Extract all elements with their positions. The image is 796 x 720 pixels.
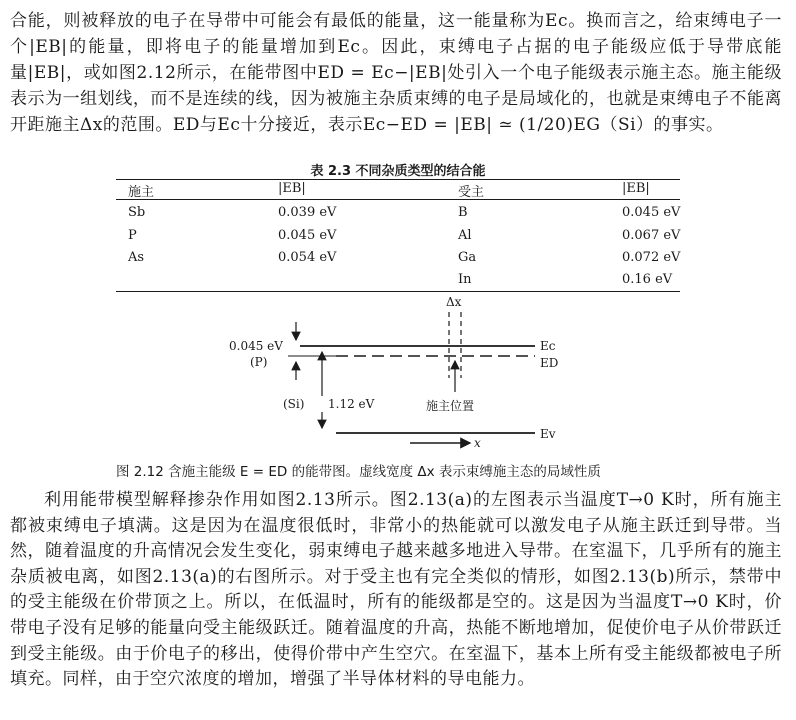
acceptor-energy: 0.072 eV <box>622 250 681 265</box>
donor-energy: 0.045 eV <box>278 228 337 243</box>
donor-energy: 0.054 eV <box>278 250 337 265</box>
paragraph-intro: 合能，则被释放的电子在导带中可能会有最低的能量，这一能量称为Ec。换而言之，给束缚电子一个|EB|的能量，即将电子的能量增加到Ec。因此，束缚电子占据的电子能级应低于导带底能量|EB|，或如图2.12所示，在能带图中ED = Ec−|EB|处引入一个电子能级表示施主态。施主能级表示为一组划线，而不是连续的线，因为被施主杂质束缚的电子是局域化的，也就是束缚电子不能离开距施主Δx的范围。ED与Ec十分接近，表示Ec−ED = |EB| ≃ (1/20)EG（Si）的事实。 <box>10 11 782 135</box>
ec-label: Ec <box>540 339 556 353</box>
donor-position-label: 施主位置 <box>426 399 475 413</box>
acceptor-energy: 0.16 eV <box>622 272 673 287</box>
x-axis-label: x <box>474 436 481 450</box>
header-donor-energy: |EB| <box>278 181 306 196</box>
donor-name: As <box>128 250 145 265</box>
gap-label: 1.12 eV <box>328 397 375 411</box>
ed-label: ED <box>540 356 559 370</box>
figure-caption: 图 2.12 含施主能级 E = ED 的能带图。虚线宽度 Δx 表示束缚施主态的局域性质 <box>116 464 601 480</box>
donor-energy: 0.039 eV <box>278 205 337 220</box>
donor-element-label: (P) <box>250 355 268 369</box>
header-acceptor: 受主 <box>458 185 485 200</box>
acceptor-name: In <box>458 272 472 287</box>
si-label: (Si) <box>283 397 305 411</box>
donor-name: Sb <box>128 205 146 220</box>
acceptor-energy: 0.045 eV <box>622 205 681 220</box>
paragraph-doping: 利用能带模型解释掺杂作用如图2.13所示。图2.13(a)的左图表示当温度T→0 K时，所有施主都被束缚电子填满。这是因为在温度很低时，非常小的热能就可以激发电子从施主跃迁到导带。当然，随着温度的升高情况会发生变化，弱束缚电子越来越多地进入导带。在室温下，几乎所有的施主杂质被电离，如图2.13(a)的右图所示。对于受主也有完全类似的情形，如图2.13(b)所示，禁带中的受主能级在价带顶之上。所以，在低温时，所有的能级都是空的。这是因为当温度T→0 K时，价带电子没有足够的能量向受主能级跃迁。随着温度的升高，热能不断地增加，促使价电子从价带跃迁到受主能级。由于价电子的移出，使得价带中产生空穴。在室温下，基本上所有受主能级都被电子所填充。同样，由于空穴浓度的增加，增强了半导体材料的导电能力。 <box>10 490 782 690</box>
donor-name: P <box>128 228 137 243</box>
acceptor-name: Ga <box>458 250 477 265</box>
table-caption: 表 2.3 不同杂质类型的结合能 <box>310 164 486 179</box>
dx-label: Δx <box>446 295 462 309</box>
acceptor-name: Al <box>458 228 472 243</box>
header-acceptor-energy: |EB| <box>622 181 650 196</box>
donor-gap-label: 0.045 eV <box>229 339 283 353</box>
header-donor: 施主 <box>128 185 155 200</box>
acceptor-name: B <box>458 205 468 220</box>
ev-label: Ev <box>540 427 556 441</box>
acceptor-energy: 0.067 eV <box>622 228 681 243</box>
